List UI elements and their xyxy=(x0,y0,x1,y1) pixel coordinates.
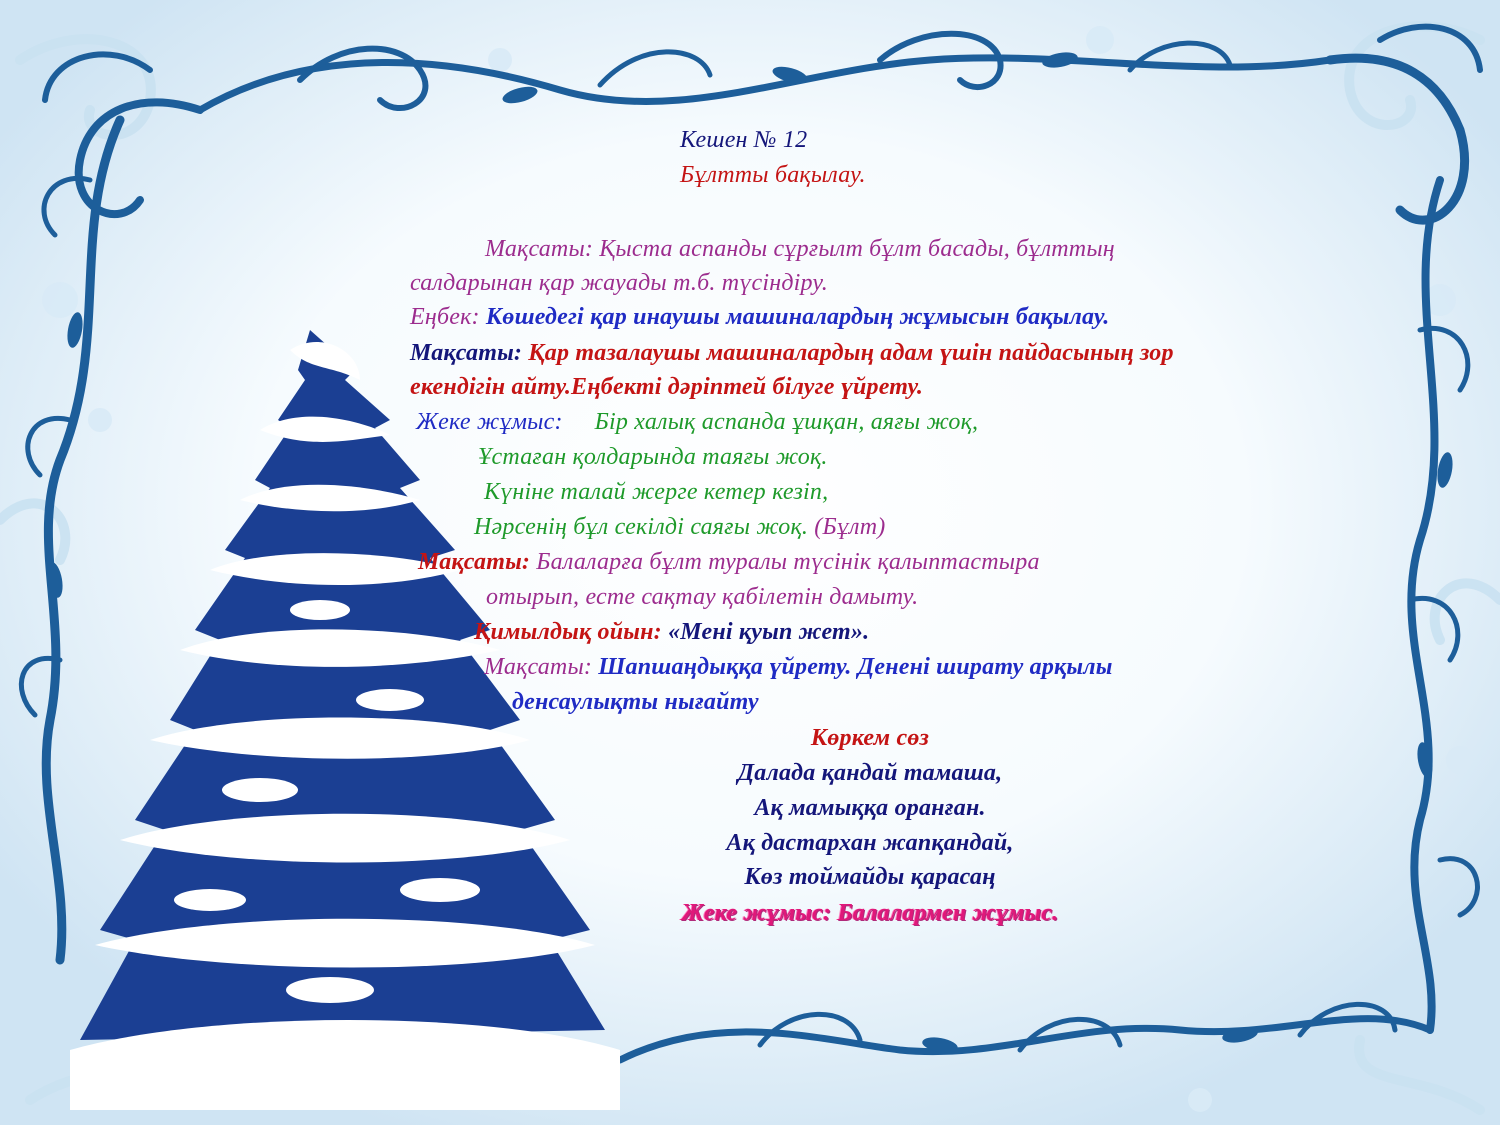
poem-line2: Ақ мамыққа оранған. xyxy=(754,795,986,821)
game-text: «Мені қуып жет». xyxy=(661,619,870,645)
goal3-text: Балаларға бұлт туралы түсінік қалыптастыра xyxy=(530,549,1040,575)
game-line xyxy=(474,616,869,648)
goal4-label: Мақсаты: xyxy=(484,654,593,680)
individual-line xyxy=(416,406,978,438)
goal1-text: Қыста аспанды сұрғылт бұлт басады, бұлттың xyxy=(593,236,1115,262)
riddle-line3: Күніне талай жерге кетер кезіп, xyxy=(484,479,829,505)
riddle-line4-row xyxy=(474,511,885,543)
complex-number: Кешен № 12 xyxy=(680,127,808,153)
labor-label: Еңбек: xyxy=(410,304,480,330)
doc-title: Бұлтты бақылау. xyxy=(680,162,866,188)
final-line: Жеке жұмыс: Балалармен жұмыс. xyxy=(681,900,1059,926)
goal1-line xyxy=(485,233,1115,265)
labor-line xyxy=(410,301,1109,333)
riddle-answer: (Бұлт) xyxy=(808,514,886,540)
game-label: Қимылдық ойын: xyxy=(474,619,662,645)
goal2-label: Мақсаты: xyxy=(410,340,523,366)
labor-text: Көшедегі қар инаушы машиналардың жұмысын бақылау. xyxy=(479,304,1110,330)
goal1-label: Мақсаты: xyxy=(485,236,594,262)
poem-line1: Далада қандай тамаша, xyxy=(737,760,1003,786)
artistic-title: Көркем сөз xyxy=(810,725,930,751)
goal3-label: Мақсаты: xyxy=(418,549,531,575)
poem-line3: Ақ дастархан жапқандай, xyxy=(726,830,1014,856)
riddle-line4: Нәрсенің бұл секілді саяғы жоқ. xyxy=(474,514,809,540)
goal3-line xyxy=(418,546,1040,578)
goal2-text-cont: екендігін айту.Еңбекті дәріптей білуге үйрету. xyxy=(410,374,924,400)
riddle-line1: Бір халық аспанда ұшқан, аяғы жоқ, xyxy=(594,409,979,435)
goal4-line xyxy=(484,651,1113,683)
poem-line4: Көз тоймайды қарасаң xyxy=(744,864,996,890)
goal2-text: Қар тазалаушы машиналардың адам үшін пайдасының зор xyxy=(522,340,1174,366)
goal2-line xyxy=(410,337,1174,369)
riddle-line2: Ұстаған қолдарында таяғы жоқ. xyxy=(478,444,828,470)
individual-label: Жеке жұмыс: xyxy=(416,409,563,435)
goal3-text-cont: отырып, есте сақтау қабілетін дамыту. xyxy=(486,584,919,610)
goal1-text-cont: салдарынан қар жауады т.б. түсіндіру. xyxy=(410,270,828,296)
goal4-text-cont: денсаулықты нығайту xyxy=(512,689,759,715)
goal4-text: Шапшаңдыққа үйрету. Денені ширату арқылы xyxy=(592,654,1113,680)
